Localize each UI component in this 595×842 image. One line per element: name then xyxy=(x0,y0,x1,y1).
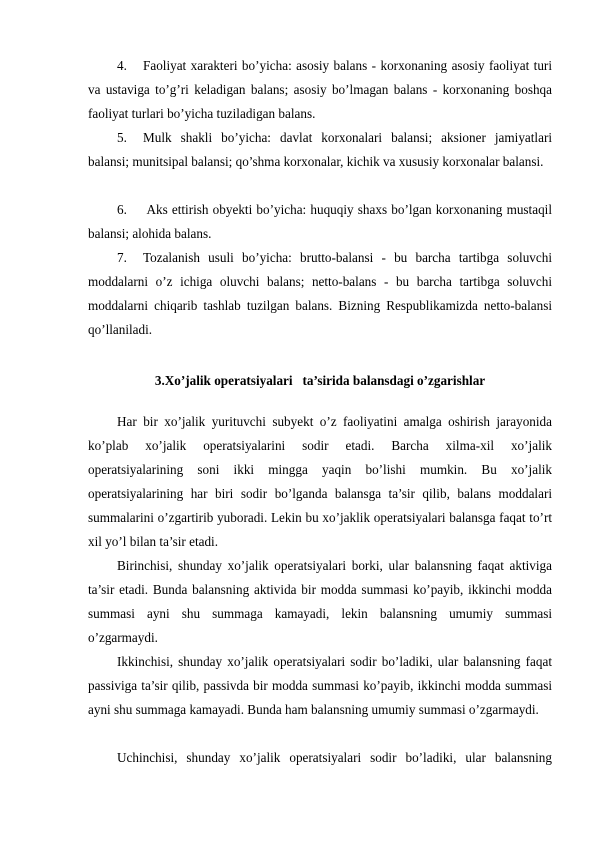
list-item-5 xyxy=(88,126,552,174)
list-item-text: Mulk shakli bo’yicha: davlat korxonalari balansi; aksioner jamiyatlari balansi; munitsipal balansi; qo’shma korxonalar, kichik va xususiy korxonalar balansi. xyxy=(88,130,552,170)
list-item-6 xyxy=(88,198,552,246)
list-number: 5. xyxy=(117,130,127,145)
list-number: 4. xyxy=(117,58,127,73)
body-paragraph-2: Birinchisi, shunday xo’jalik operatsiyalari borki, ular balansning faqat aktiviga ta’sir etadi. Bunda balansning aktivida bir modda summasi ko’payib, ikkinchi modda summasi ayni shu summaga kamayadi, lekin balansning umumiy summasi o’zgarmaydi. xyxy=(88,558,552,646)
section-heading-part2: ta’sirida balansdagi o’zgarishlar xyxy=(302,373,486,388)
section-heading xyxy=(88,371,552,391)
list-item-7 xyxy=(88,246,552,342)
body-paragraph-3: Ikkinchisi, shunday xo’jalik operatsiyalari sodir bo’ladiki, ular balansning faqat passiviga ta’sir qilib, passivda bir modda summasi ko’payib, ikkinchi modda summasi ayni shu summaga kamayadi. Bunda ham balansning umumiy summasi o’zgarmaydi. xyxy=(88,654,552,718)
list-item-text: Aks ettirish obyekti bo’yicha: huquqiy shaxs bo’lgan korxonaning mustaqil balansi; alohida balans. xyxy=(88,202,552,242)
list-item-text: Faoliyat xarakteri bo’yicha: asosiy balans - korxonaning asosiy faoliyat turi va ustaviga to’g’ri keladigan balans; asosiy bo’lmagan balans - korxonaning boshqa faoliyat turlari bo’yicha tuziladigan balans. xyxy=(88,58,552,122)
list-number: 7. xyxy=(117,250,127,265)
list-item-4 xyxy=(88,54,552,126)
section-heading-part1: 3.Xo’jalik operatsiyalari xyxy=(154,373,293,388)
list-item-text: Tozalanish usuli bo’yicha: brutto-balansi - bu barcha tartibga soluvchi moddalarni o’z ichiga oluvchi balans; netto-balans - bu barcha tartibga soluvchi moddalarni chiqarib tashlab tuzilgan balans. Bizning Respublikamizda netto-balansi qo’llaniladi. xyxy=(88,250,552,338)
body-paragraph-1: Har bir xo’jalik yurituvchi subyekt o’z faoliyatini amalga oshirish jarayonida ko’plab xo’jalik operatsiyalarini sodir etadi. Barcha xilma-xil xo’jalik operatsiyalarining soni ikki mingga yaqin bo’lishi mumkin. Bu xo’jalik operatsiyalarining har biri sodir bo’lganda balansga ta’sir qilib, balans moddalari summalarini o’zgartirib yuboradi. Lekin bu xo’jaklik operatsiyalari balansga faqat to’rt xil yo’l bilan ta’sir etadi. xyxy=(88,414,552,550)
list-number: 6. xyxy=(117,202,127,217)
body-paragraph-4: Uchinchisi, shunday xo’jalik operatsiyalari sodir bo’ladiki, ular balansning xyxy=(117,750,552,765)
